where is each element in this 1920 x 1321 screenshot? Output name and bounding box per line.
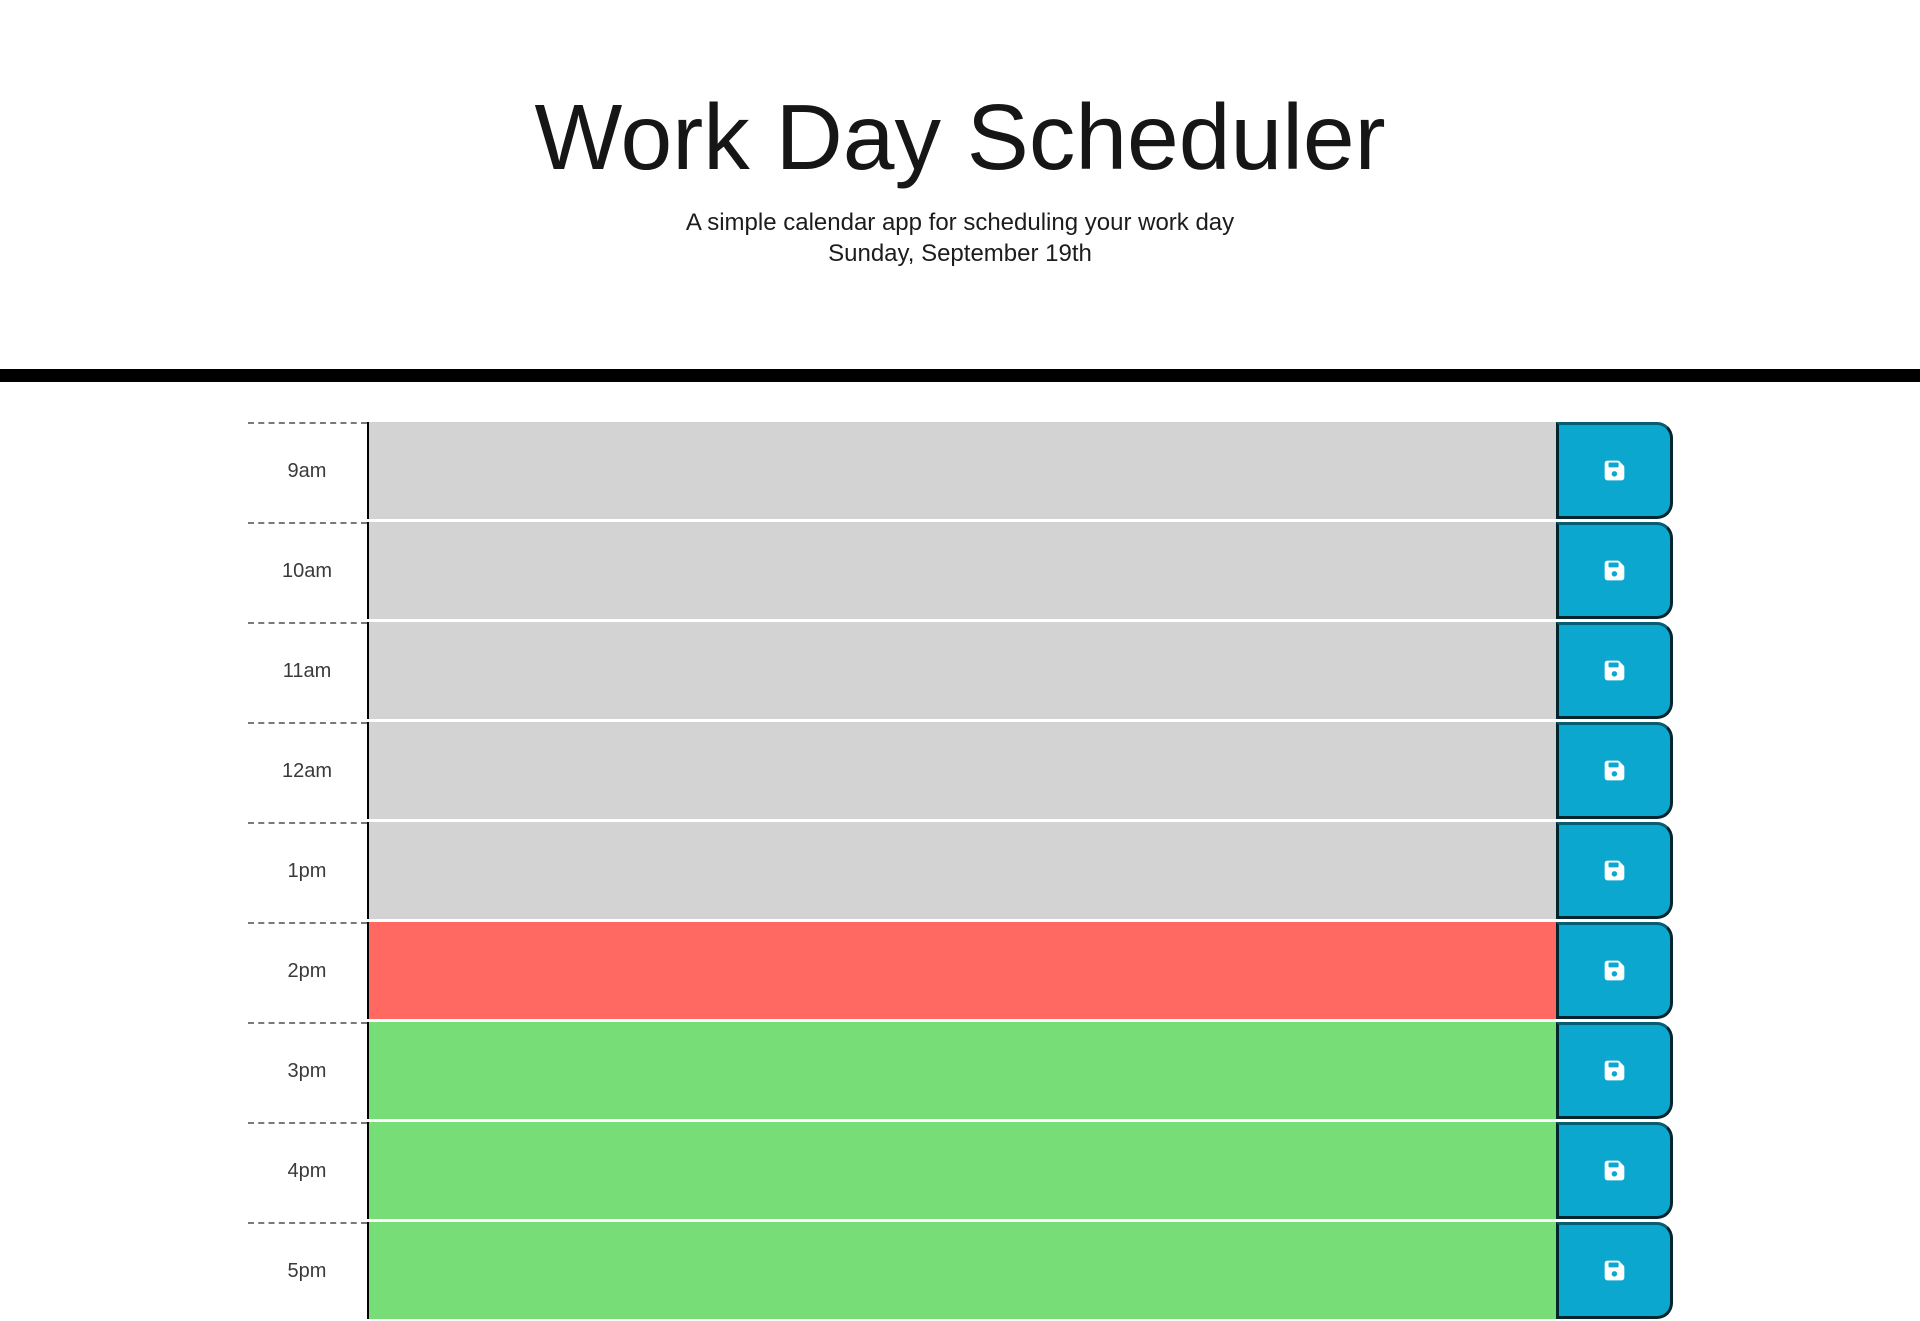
floppy-disk-icon (1603, 459, 1626, 482)
event-textarea-12am[interactable] (367, 722, 1556, 819)
save-button-11am[interactable] (1556, 622, 1673, 719)
time-block-row (248, 722, 1673, 819)
time-block-row (248, 622, 1673, 719)
hour-label: 1pm (248, 822, 367, 919)
hour-label: 4pm (248, 1122, 367, 1219)
save-button-12am[interactable] (1556, 722, 1673, 819)
hour-label: 10am (248, 522, 367, 619)
floppy-disk-icon (1603, 959, 1626, 982)
time-block-row (248, 922, 1673, 1019)
event-textarea-1pm[interactable] (367, 822, 1556, 919)
floppy-disk-icon (1603, 559, 1626, 582)
time-block-row (248, 1022, 1673, 1119)
save-button-2pm[interactable] (1556, 922, 1673, 1019)
hour-label: 11am (248, 622, 367, 719)
time-block-row (248, 522, 1673, 619)
time-block-row (248, 1222, 1673, 1319)
save-button-5pm[interactable] (1556, 1222, 1673, 1319)
time-block-row (248, 1122, 1673, 1219)
event-textarea-9am[interactable] (367, 422, 1556, 519)
hour-label: 9am (248, 422, 367, 519)
event-textarea-11am[interactable] (367, 622, 1556, 719)
scheduler (248, 422, 1673, 1319)
hour-label: 5pm (248, 1222, 367, 1319)
hour-label: 3pm (248, 1022, 367, 1119)
event-textarea-10am[interactable] (367, 522, 1556, 619)
hour-label: 12am (248, 722, 367, 819)
floppy-disk-icon (1603, 759, 1626, 782)
event-textarea-5pm[interactable] (367, 1222, 1556, 1319)
floppy-disk-icon (1603, 1159, 1626, 1182)
page-title: Work Day Scheduler (534, 85, 1386, 189)
save-button-1pm[interactable] (1556, 822, 1673, 919)
floppy-disk-icon (1603, 1259, 1626, 1282)
page-header (0, 0, 1920, 268)
floppy-disk-icon (1603, 659, 1626, 682)
time-block-row (248, 422, 1673, 519)
event-textarea-4pm[interactable] (367, 1122, 1556, 1219)
save-button-9am[interactable] (1556, 422, 1673, 519)
event-textarea-3pm[interactable] (367, 1022, 1556, 1119)
floppy-disk-icon (1603, 859, 1626, 882)
floppy-disk-icon (1603, 1059, 1626, 1082)
header-divider (0, 369, 1920, 382)
save-button-10am[interactable] (1556, 522, 1673, 619)
time-block-row (248, 822, 1673, 919)
save-button-4pm[interactable] (1556, 1122, 1673, 1219)
hour-label: 2pm (248, 922, 367, 1019)
save-button-3pm[interactable] (1556, 1022, 1673, 1119)
event-textarea-2pm[interactable] (367, 922, 1556, 1019)
subtitle: A simple calendar app for scheduling your work day (685, 209, 1235, 237)
current-date: Sunday, September 19th (828, 240, 1092, 268)
